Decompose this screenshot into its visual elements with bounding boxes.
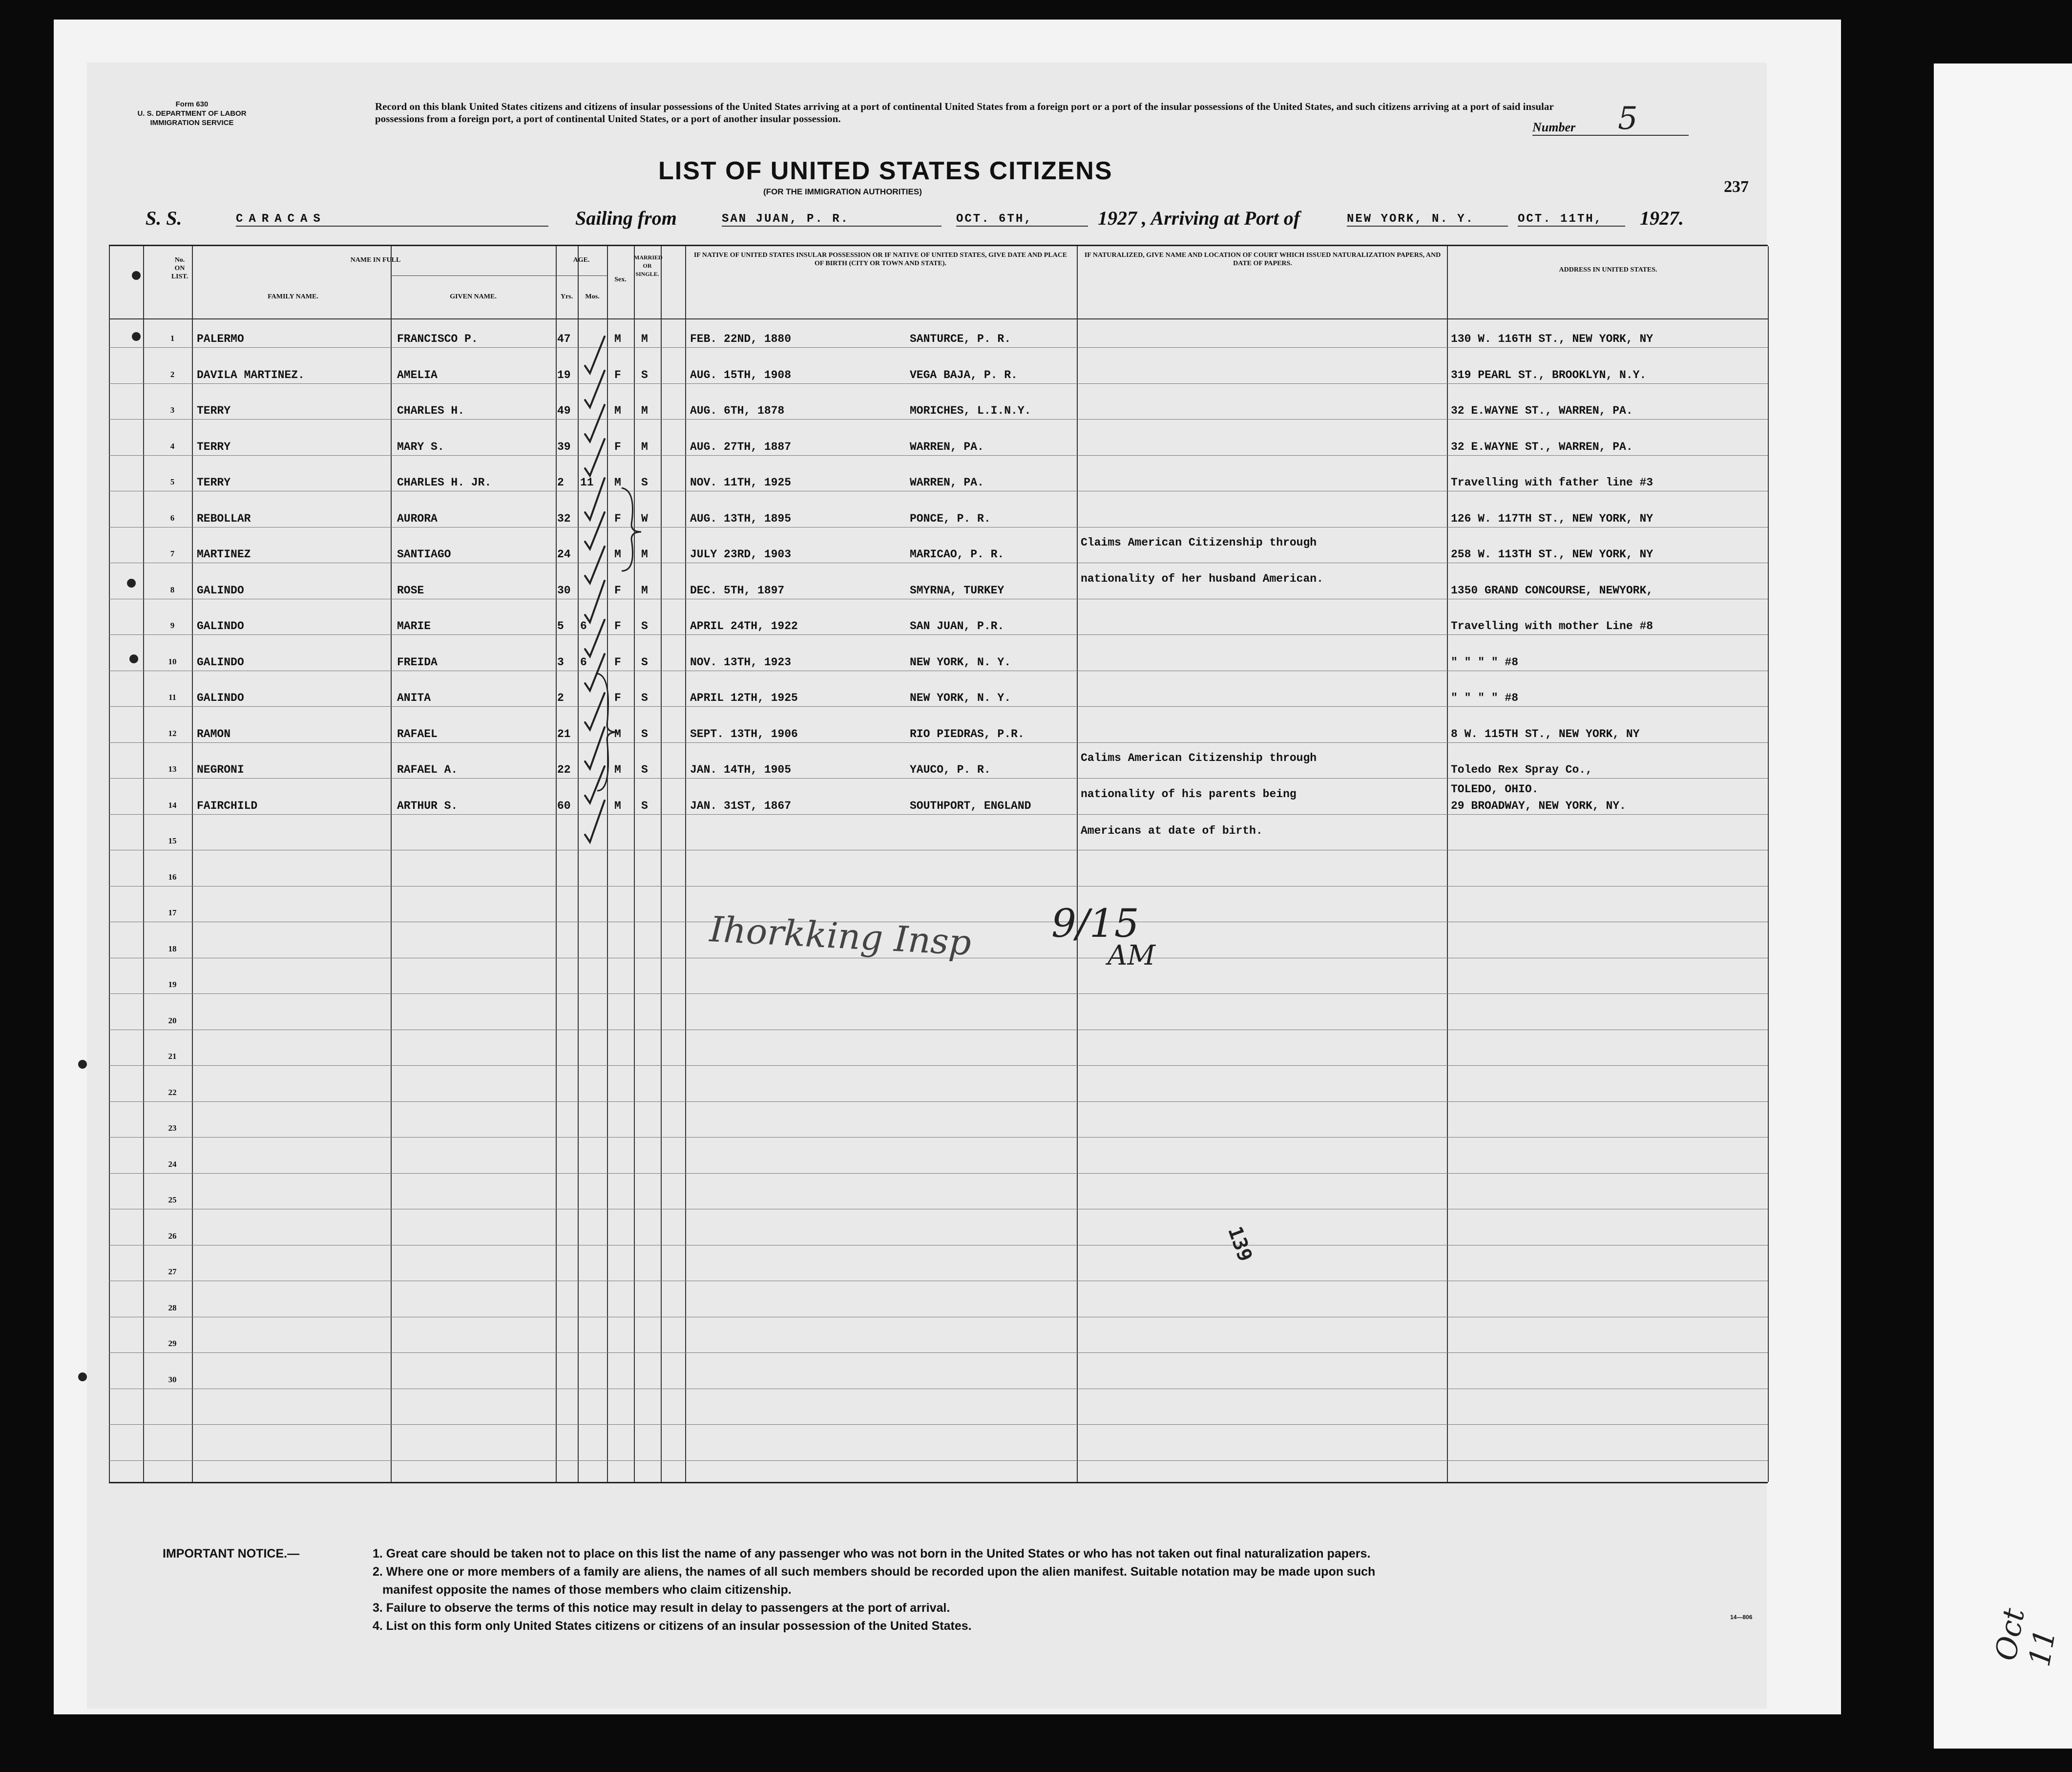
cell-family: RAMON — [197, 727, 231, 740]
header-family-name: FAMILY NAME. — [268, 293, 318, 300]
row-number: 29 — [168, 1339, 177, 1348]
header-address: ADDRESS IN UNITED STATES. — [1559, 266, 1657, 274]
notice-item-4: 4. List on this form only United States citizens or citizens of an insular possession of the United States. — [373, 1619, 972, 1633]
cell-yrs: 2 — [557, 692, 564, 704]
header-married: MARRIED OR SINGLE. — [634, 254, 663, 277]
cell-yrs: 24 — [557, 548, 571, 561]
cell-family: GALINDO — [197, 620, 244, 633]
row-rule — [109, 455, 1768, 456]
binder-hole — [78, 1060, 87, 1069]
cell-address: 8 W. 115TH ST., NEW YORK, NY — [1451, 727, 1640, 740]
form-number: Form 630 — [175, 100, 209, 108]
header-naturalized: IF NATURALIZED, GIVE NAME AND LOCATION OF COURT WHICH ISSUED NATURALIZATION PAPERS, AND DATE OF PAPERS. — [1084, 252, 1441, 267]
cell-given: RAFAEL — [397, 727, 438, 740]
row-number: 10 — [168, 656, 177, 666]
number-field — [1532, 101, 1689, 137]
row-number: 6 — [170, 513, 175, 523]
cell-family: GALINDO — [197, 655, 244, 669]
cell-place: SOUTHPORT, ENGLAND — [910, 799, 1031, 812]
cell-date: FEB. 22ND, 1880 — [690, 333, 792, 345]
cell-ms: M — [641, 548, 648, 561]
cell-address: 258 W. 113TH ST., NEW YORK, NY — [1451, 548, 1653, 561]
row-number: 16 — [168, 872, 177, 882]
cell-given: RAFAEL A. — [397, 763, 458, 776]
cell-date: JULY 23RD, 1903 — [690, 548, 792, 561]
header-mos: Mos. — [585, 293, 600, 300]
cell-nat: Calims American Citizenship through — [1081, 752, 1317, 764]
cell-address: 319 PEARL ST., BROOKLYN, N.Y. — [1451, 368, 1647, 381]
page-stamp: 237 — [1724, 178, 1749, 196]
cell-given: AMELIA — [397, 368, 438, 381]
cell-address: Travelling with mother Line #8 — [1451, 620, 1653, 633]
header-sex: Sex. — [614, 276, 627, 283]
notice-item-2: 2. Where one or more members of a family are aliens, the names of all such members should be recorded upon the alien manifest. Suitable notation may be made upon such — [373, 1565, 1376, 1579]
inspection-initials: AM — [1108, 940, 1155, 971]
cell-nat: nationality of his parents being — [1081, 787, 1297, 801]
row-rule — [109, 1065, 1768, 1066]
header-name-in-full: NAME IN FULL — [350, 256, 401, 264]
row-number: 11 — [168, 693, 177, 702]
header-birth: IF NATIVE OF UNITED STATES INSULAR POSSESSION OR IF NATIVE OF UNITED STATES, GIVE DATE AND PLACE OF BIRTH (CITY OR TOWN AND STATE). — [693, 252, 1067, 267]
cell-given: FREIDA — [397, 655, 438, 669]
cell-family: NEGRONI — [197, 763, 244, 776]
cell-ms: S — [641, 727, 648, 740]
family-bracket-terry — [617, 485, 646, 573]
row-rule — [109, 778, 1768, 779]
arriving-year: 1927. — [1640, 207, 1684, 229]
cell-given: ARTHUR S. — [397, 799, 458, 812]
cell-yrs: 30 — [557, 584, 571, 597]
stamp-number: 139 — [1223, 1224, 1257, 1265]
cell-family: DAVILA MARTINEZ. — [197, 368, 305, 381]
cell-place: RIO PIEDRAS, P.R. — [910, 727, 1025, 740]
cell-place: NEW YORK, N. Y. — [910, 692, 1011, 704]
row-number: 22 — [168, 1087, 177, 1097]
cell-yrs: 21 — [557, 727, 571, 740]
row-rule — [109, 1424, 1768, 1425]
print-code: 14—806 — [1730, 1614, 1753, 1621]
cell-place: WARREN, PA. — [910, 440, 984, 453]
cell-family: REBOLLAR — [197, 512, 251, 525]
cell-sex: M — [614, 404, 621, 417]
cell-given: ROSE — [397, 584, 424, 597]
cell-place: PONCE, P. R. — [910, 512, 991, 525]
cell-date: APRIL 24TH, 1922 — [690, 620, 798, 633]
row-number: 20 — [168, 1015, 177, 1025]
cell-mos: 11 — [580, 476, 594, 489]
row-rule — [109, 1101, 1768, 1102]
row-rule — [109, 347, 1768, 348]
row-rule — [109, 1352, 1768, 1353]
cell-given: CHARLES H. JR. — [397, 476, 492, 489]
cell-ms: M — [641, 333, 648, 345]
cell-date: SEPT. 13TH, 1906 — [690, 727, 798, 740]
row-number: 17 — [168, 908, 177, 917]
cell-given: MARY S. — [397, 440, 444, 453]
cell-date: AUG. 13TH, 1895 — [690, 512, 792, 525]
row-number: 13 — [168, 764, 177, 774]
row-number: 15 — [168, 836, 177, 845]
binder-hole — [129, 654, 138, 663]
cell-yrs: 32 — [557, 512, 571, 525]
row-rule — [109, 706, 1768, 707]
cell-sex: F — [614, 655, 621, 669]
sailing-label: Sailing from — [575, 207, 677, 229]
family-bracket-galindo — [592, 671, 622, 793]
cell-yrs: 3 — [557, 655, 564, 669]
row-number: 1 — [170, 334, 175, 343]
cell-date: NOV. 13TH, 1923 — [690, 655, 792, 669]
cell-yrs: 19 — [557, 368, 571, 381]
cell-address: Toledo Rex Spray Co., — [1451, 763, 1592, 776]
row-number: 27 — [168, 1267, 177, 1276]
row-rule — [109, 383, 1768, 384]
row-number: 4 — [170, 441, 175, 451]
cell-given: AURORA — [397, 512, 438, 525]
cell-place: MORICHES, L.I.N.Y. — [910, 404, 1031, 417]
row-number: 26 — [168, 1231, 177, 1241]
row-number: 2 — [170, 369, 175, 379]
inspection-check-marks — [558, 327, 636, 976]
cell-sex: F — [614, 620, 621, 633]
cell-ms: S — [641, 692, 648, 704]
cell-place: SANTURCE, P. R. — [910, 333, 1011, 345]
cell-sex: F — [614, 368, 621, 381]
cell-continuation: Americans at date of birth. — [1081, 824, 1263, 837]
header-yrs: Yrs. — [560, 293, 573, 300]
row-number: 9 — [170, 621, 175, 630]
cell-place: YAUCO, P. R. — [910, 763, 991, 776]
cell-sex: M — [614, 333, 621, 345]
cell-date: JAN. 31ST, 1867 — [690, 799, 792, 812]
row-rule — [109, 993, 1768, 994]
cell-family: TERRY — [197, 404, 231, 417]
binder-hole — [132, 332, 141, 341]
header-given-name: GIVEN NAME. — [450, 293, 497, 300]
number-label: Number — [1532, 120, 1576, 134]
inspector-signature: Ihorkking Insp — [709, 908, 972, 963]
cell-place: MARICAO, P. R. — [910, 548, 1005, 561]
cell-given: SANTIAGO — [397, 548, 451, 561]
cell-date: APRIL 12TH, 1925 — [690, 692, 798, 704]
form-id-block — [133, 100, 251, 127]
side-sheet — [1934, 63, 2072, 1749]
cell-sex: M — [614, 799, 621, 812]
cell-nat: nationality of her husband American. — [1081, 572, 1323, 585]
cell-address: 126 W. 117TH ST., NEW YORK, NY — [1451, 512, 1653, 525]
row-rule — [109, 814, 1768, 815]
cell-yrs: 22 — [557, 763, 571, 776]
cell-ms: M — [641, 404, 648, 417]
cell-place: NEW YORK, N. Y. — [910, 655, 1011, 669]
cell-address: " " " " #8 — [1451, 692, 1519, 704]
cell-ms: S — [641, 620, 648, 633]
cell-ms: S — [641, 368, 648, 381]
cell-family: FAIRCHILD — [197, 799, 258, 812]
binder-hole — [78, 1372, 87, 1381]
notice-item-2-continued: manifest opposite the names of those members who claim citizenship. — [382, 1583, 792, 1597]
sailing-year: 1927 — [1098, 207, 1137, 229]
cell-given: CHARLES H. — [397, 404, 465, 417]
header-age: AGE. — [573, 256, 590, 264]
cell-mos: 6 — [580, 655, 587, 669]
row-number: 12 — [168, 728, 177, 738]
cell-yrs: 2 — [557, 476, 564, 489]
cell-address: 29 BROADWAY, NEW YORK, NY. — [1451, 799, 1626, 812]
cell-date: JAN. 14TH, 1905 — [690, 763, 792, 776]
cell-sex: F — [614, 512, 621, 525]
cell-place: WARREN, PA. — [910, 476, 984, 489]
margin-note: Oct 11 — [1988, 1605, 2063, 1669]
arriving-date: OCT. 11TH, — [1518, 212, 1625, 227]
row-rule — [109, 742, 1768, 743]
cell-ms: M — [641, 440, 648, 453]
notice-item-3: 3. Failure to observe the terms of this notice may result in delay to passengers at the port of arrival. — [373, 1601, 950, 1615]
cell-date: AUG. 6TH, 1878 — [690, 404, 785, 417]
cell-mos: 6 — [580, 620, 587, 633]
sailing-port: SAN JUAN, P. R. — [722, 212, 942, 227]
cell-given: MARIE — [397, 620, 431, 633]
cell-yrs: 60 — [557, 799, 571, 812]
row-number: 24 — [168, 1159, 177, 1169]
cell-family: TERRY — [197, 476, 231, 489]
cell-address: 130 W. 116TH ST., NEW YORK, NY — [1451, 333, 1653, 345]
notice-label: IMPORTANT NOTICE.— — [163, 1547, 300, 1561]
cell-family: MARTINEZ — [197, 548, 251, 561]
row-number: 7 — [170, 549, 175, 558]
ship-name: CARACAS — [236, 212, 548, 227]
cell-sex: F — [614, 440, 621, 453]
row-rule — [109, 1460, 1768, 1461]
binder-hole — [127, 579, 136, 588]
header-no: No. ON LIST. — [171, 256, 188, 280]
row-rule — [109, 634, 1768, 635]
cell-place: SAN JUAN, P.R. — [910, 620, 1005, 633]
cell-sex: F — [614, 692, 621, 704]
row-number: 21 — [168, 1052, 177, 1061]
notice-item-1: 1. Great care should be taken not to place on this list the name of any passenger who was not born in the United States or who has not taken out final naturalization papers. — [373, 1547, 1371, 1561]
arriving-label: , Arriving at Port of — [1142, 207, 1300, 229]
service-name: IMMIGRATION SERVICE — [150, 119, 234, 127]
row-rule — [109, 1137, 1768, 1138]
cell-family: GALINDO — [197, 692, 244, 704]
row-number: 30 — [168, 1374, 177, 1384]
ss-label: S. S. — [146, 207, 182, 229]
cell-address: 32 E.WAYNE ST., WARREN, PA. — [1451, 440, 1633, 453]
cell-given: ANITA — [397, 692, 431, 704]
cell-yrs: 47 — [557, 333, 571, 345]
passenger-table — [109, 245, 1768, 1483]
cell-ms: M — [641, 584, 648, 597]
cell-address: Travelling with father line #3 — [1451, 476, 1653, 489]
inspection-time: 9/15 — [1051, 901, 1139, 946]
arriving-port: NEW YORK, N. Y. — [1347, 212, 1508, 227]
row-rule — [109, 419, 1768, 420]
cell-continuation: TOLEDO, OHIO. — [1451, 782, 1539, 796]
cell-date: AUG. 27TH, 1887 — [690, 440, 792, 453]
cell-yrs: 39 — [557, 440, 571, 453]
cell-yrs: 5 — [557, 620, 564, 633]
cell-given: FRANCISCO P. — [397, 333, 478, 345]
cell-ms: S — [641, 763, 648, 776]
vessel-line — [146, 207, 1718, 236]
cell-date: AUG. 15TH, 1908 — [690, 368, 792, 381]
cell-family: GALINDO — [197, 584, 244, 597]
row-number: 8 — [170, 585, 175, 594]
row-number: 19 — [168, 980, 177, 989]
manifest-sheet — [87, 63, 1767, 1709]
cell-date: DEC. 5TH, 1897 — [690, 584, 785, 597]
cell-place: VEGA BAJA, P. R. — [910, 368, 1018, 381]
cell-date: NOV. 11TH, 1925 — [690, 476, 792, 489]
cell-ms: S — [641, 655, 648, 669]
cell-sex: M — [614, 727, 621, 740]
cell-family: PALERMO — [197, 333, 244, 345]
cell-family: TERRY — [197, 440, 231, 453]
record-instructions: Record on this blank United States citizens and citizens of insular possessions of the United States arriving at a port of continental United States from a foreign port or a port of the insular possessions of the United States, and such citizens arriving at a port of said insular possessions from a foreign port, a port of continental United States, or a port of another insular possession. — [375, 101, 1554, 125]
binder-hole — [132, 271, 141, 280]
cell-address: 1350 GRAND CONCOURSE, NEWYORK, — [1451, 584, 1653, 597]
cell-sex: M — [614, 763, 621, 776]
cell-ms: W — [641, 512, 648, 525]
row-number: 23 — [168, 1123, 177, 1133]
row-number: 14 — [168, 800, 177, 810]
sailing-date: OCT. 6TH, — [956, 212, 1088, 227]
department-name: U. S. DEPARTMENT OF LABOR — [137, 109, 247, 118]
row-number: 3 — [170, 405, 175, 415]
row-number: 18 — [168, 944, 177, 953]
important-notice — [163, 1545, 1823, 1635]
cell-ms: S — [641, 476, 648, 489]
cell-sex: M — [614, 476, 621, 489]
row-number: 5 — [170, 477, 175, 486]
page-title: LIST OF UNITED STATES CITIZENS — [658, 157, 1113, 185]
cell-place: SMYRNA, TURKEY — [910, 584, 1005, 597]
row-number: 25 — [168, 1195, 177, 1204]
cell-address: 32 E.WAYNE ST., WARREN, PA. — [1451, 404, 1633, 417]
number-value: 5 — [1618, 101, 1638, 137]
cell-nat: Claims American Citizenship through — [1081, 536, 1317, 549]
row-number: 28 — [168, 1303, 177, 1312]
cell-ms: S — [641, 799, 648, 812]
cell-sex: F — [614, 584, 621, 597]
cell-address: " " " " #8 — [1451, 655, 1519, 669]
row-rule — [109, 1173, 1768, 1174]
cell-sex: M — [614, 548, 621, 561]
page-subtitle: (FOR THE IMMIGRATION AUTHORITIES) — [763, 187, 922, 196]
cell-yrs: 49 — [557, 404, 571, 417]
